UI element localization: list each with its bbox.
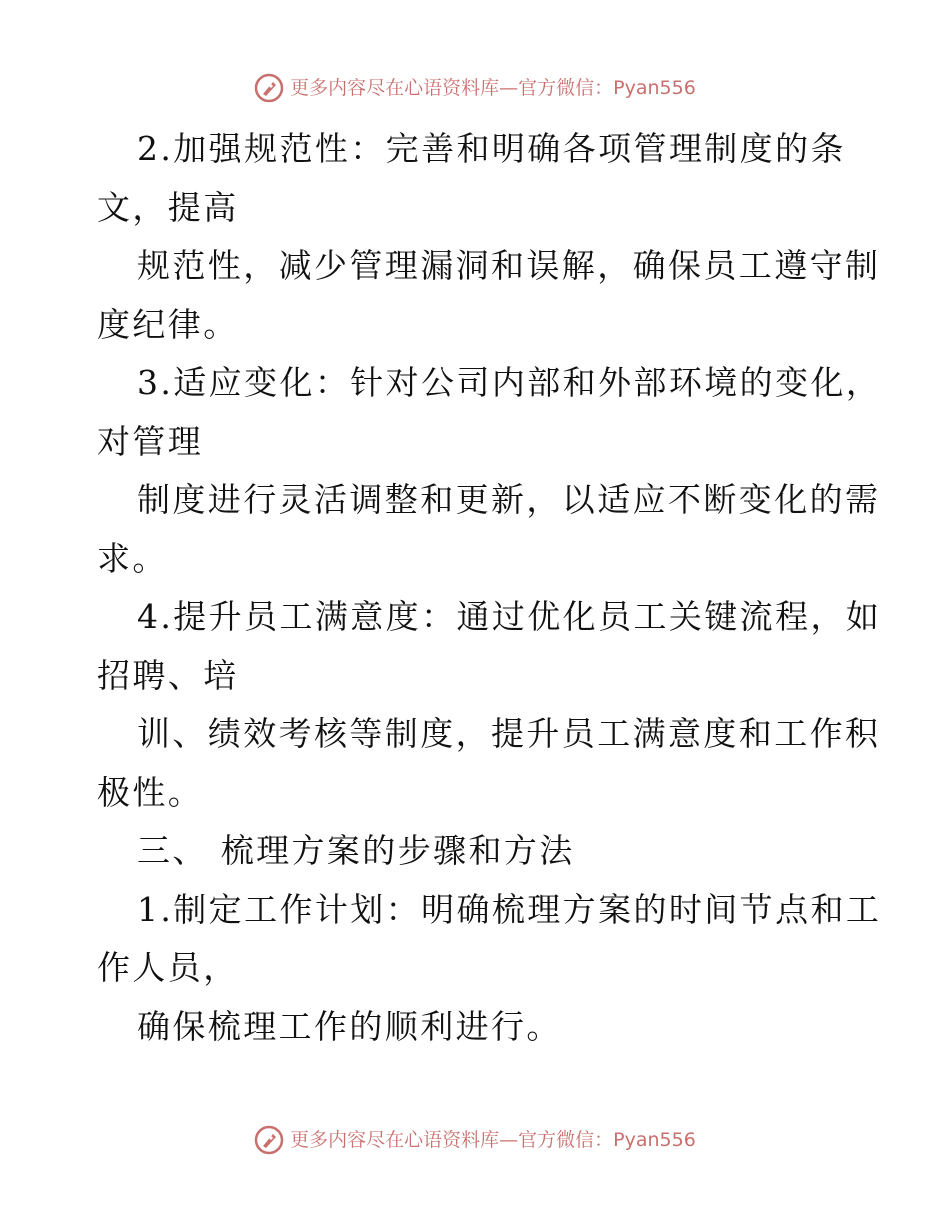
watermark-text: 更多内容尽在心语资料库—官方微信：Pyan556 bbox=[290, 1129, 696, 1151]
document-body bbox=[97, 120, 882, 1056]
footer-watermark bbox=[0, 1125, 950, 1155]
pen-nib-logo-icon bbox=[254, 1125, 284, 1155]
paragraph-line: 招聘、培 bbox=[97, 655, 239, 695]
paragraph-line: 2.加强规范性：完善和明确各项管理制度的条 bbox=[137, 129, 846, 168]
paragraph-line: 制度进行灵活调整和更新，以适应不断变化的需 bbox=[137, 480, 881, 519]
header-watermark bbox=[0, 73, 950, 103]
paragraph-line: 规范性，减少管理漏洞和误解，确保员工遵守制 bbox=[137, 246, 881, 285]
paragraph-line: 度纪律。 bbox=[97, 304, 239, 344]
paragraph-line: 训、绩效考核等制度，提升员工满意度和工作积 bbox=[137, 714, 881, 753]
paragraph-line: 求。 bbox=[97, 538, 168, 578]
paragraph-line: 3.适应变化：针对公司内部和外部环境的变化， bbox=[137, 363, 882, 402]
watermark-text: 更多内容尽在心语资料库—官方微信：Pyan556 bbox=[290, 77, 696, 99]
paragraph-line: 确保梳理工作的顺利进行。 bbox=[137, 1006, 562, 1046]
paragraph-line: 对管理 bbox=[97, 421, 204, 461]
paragraph-line: 文，提高 bbox=[97, 187, 239, 227]
paragraph-line: 极性。 bbox=[97, 772, 204, 812]
pen-nib-logo-icon bbox=[254, 73, 284, 103]
section-heading: 三、 梳理方案的步骤和方法 bbox=[137, 831, 575, 870]
paragraph-line: 1.制定工作计划：明确梳理方案的时间节点和工 bbox=[137, 889, 882, 929]
paragraph-line: 4.提升员工满意度：通过优化员工关键流程，如 bbox=[137, 597, 882, 636]
paragraph-line: 作人员， bbox=[97, 948, 239, 987]
